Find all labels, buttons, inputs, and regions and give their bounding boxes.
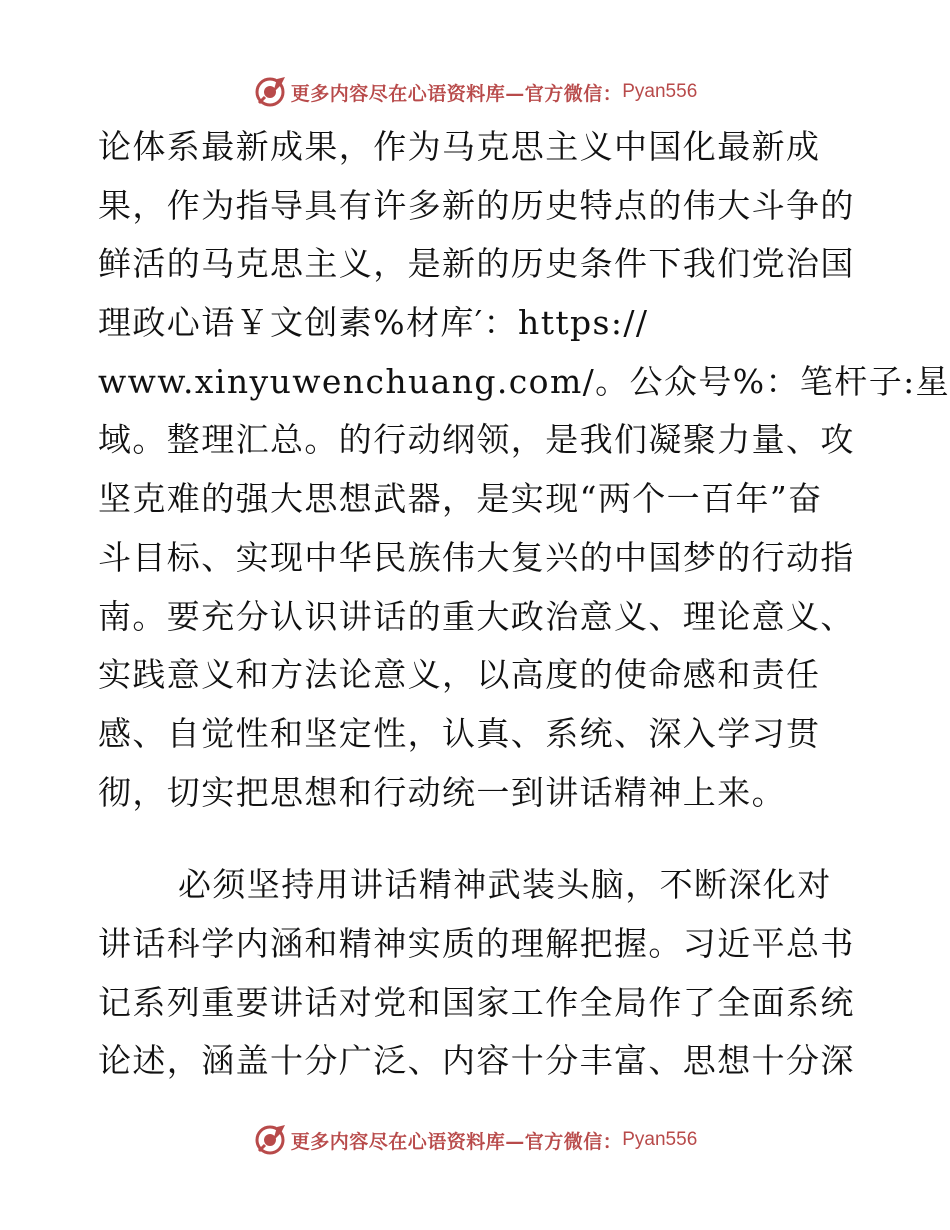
text-line: 坚克难的强大思想武器，是实现“两个一百年”奋 — [98, 479, 823, 519]
quill-logo-icon — [253, 1123, 287, 1157]
text-line: 论述，涵盖十分广泛、内容十分丰富、思想十分深 — [98, 1041, 855, 1081]
text-line-indented: 必须坚持用讲话精神武装头脑，不断深化对 — [178, 865, 832, 905]
text-line: 论体系最新成果，作为马克思主义中国化最新成 — [98, 127, 821, 166]
watermark-wechat-id: Pyan556 — [622, 1129, 698, 1150]
watermark-text: 更多内容尽在心语资料库—官方微信： — [290, 82, 623, 105]
paragraph — [98, 856, 858, 1091]
watermark-text: 更多内容尽在心语资料库—官方微信： — [290, 1130, 623, 1153]
header-watermark — [0, 72, 950, 112]
footer-watermark — [0, 1120, 950, 1160]
text-line: 果，作为指导具有许多新的历史特点的伟大斗争的 — [98, 185, 855, 225]
text-line: 感、自觉性和坚定性，认真、系统、深入学习贯 — [98, 713, 821, 753]
paragraph — [98, 118, 950, 822]
text-line: 理政心语￥文创素%材库′：https:// — [98, 303, 649, 343]
text-line: 讲话科学内涵和精神实质的理解把握。习近平总书 — [98, 923, 855, 963]
text-line: 记系列重要讲话对党和国家工作全局作了全面系统 — [98, 982, 855, 1022]
watermark-wechat-id: Pyan556 — [622, 81, 698, 102]
text-line: 域。整理汇总。的行动纲领，是我们凝聚力量、攻 — [98, 420, 855, 460]
text-line: 彻，切实把思想和行动统一到讲话精神上来。 — [98, 772, 786, 812]
text-line: 鲜活的马克思主义，是新的历史条件下我们党治国 — [98, 244, 855, 284]
text-line: 南。要充分认识讲话的重大政治意义、理论意义、 — [98, 596, 855, 636]
quill-logo-icon — [253, 75, 287, 109]
paragraph-gap — [98, 822, 858, 856]
text-line: 斗目标、实现中华民族伟大复兴的中国梦的行动指 — [98, 537, 855, 577]
text-line: 实践意义和方法论意义，以高度的使命感和责任 — [98, 655, 821, 695]
document-body — [98, 118, 950, 1091]
text-line: www.xinyuwenchuang.com/。公众号%：笔杆子:星 — [98, 361, 950, 401]
